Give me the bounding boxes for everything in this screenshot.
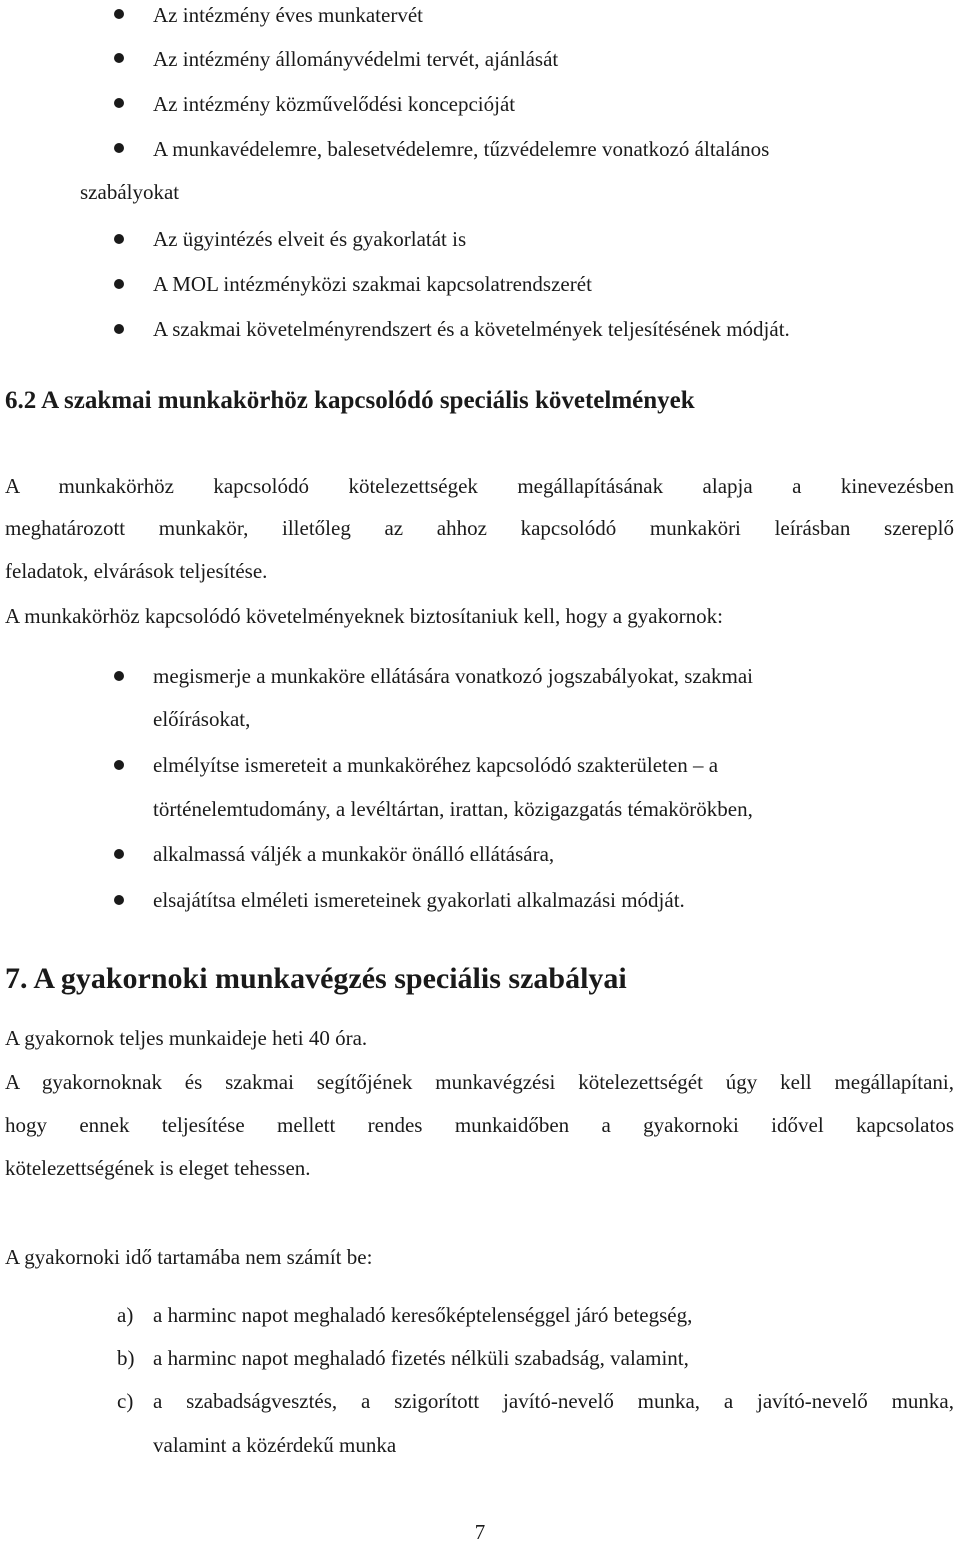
lettered-item: a harminc napot meghaladó fizetés nélküli szabadság, valamint, bbox=[153, 1346, 689, 1370]
list-item: A munkavédelemre, balesetvédelemre, tűzvédelemre vonatkozó általános bbox=[153, 137, 770, 161]
paragraph: A gyakornoki idő tartamába nem számít be: bbox=[5, 1245, 373, 1269]
bullet-dot bbox=[114, 234, 124, 244]
bullet-dot bbox=[114, 143, 124, 153]
lettered-item: a harminc napot meghaladó keresőképtelenséggel járó betegség, bbox=[153, 1303, 693, 1327]
bullet-dot bbox=[114, 324, 124, 334]
paragraph-line: A gyakornoknak és szakmai segítőjének munkavégzési kötelezettségét úgy kell megállapítani, bbox=[5, 1070, 954, 1094]
list-item: Az intézmény éves munkatervét bbox=[153, 3, 423, 27]
list-item-continuation: előírásokat, bbox=[153, 707, 251, 731]
section-heading-6-2: 6.2 A szakmai munkakörhöz kapcsolódó speciális követelmények bbox=[5, 387, 695, 414]
paragraph-line: kötelezettségének is eleget tehessen. bbox=[5, 1156, 311, 1180]
paragraph-line: meghatározott munkakör, illetőleg az ahhoz kapcsolódó munkaköri leírásban szereplő bbox=[5, 516, 954, 540]
list-letter: c) bbox=[117, 1389, 134, 1413]
lettered-item: a szabadságvesztés, a szigorított javító-nevelő munka, a javító-nevelő munka, bbox=[153, 1389, 954, 1413]
list-item: A MOL intézményközi szakmai kapcsolatrendszerét bbox=[153, 272, 592, 296]
list-item: elsajátítsa elméleti ismereteinek gyakorlati alkalmazási módját. bbox=[153, 888, 685, 912]
list-item: megismerje a munkaköre ellátására vonatkozó jogszabályokat, szakmai bbox=[153, 664, 754, 688]
section-heading-7: 7. A gyakornoki munkavégzés speciális szabályai bbox=[5, 962, 627, 995]
paragraph-line: A munkakörhöz kapcsolódó kötelezettségek megállapításának alapja a kinevezésben bbox=[5, 474, 954, 498]
paragraph-line: feladatok, elvárások teljesítése. bbox=[5, 559, 268, 583]
list-letter: a) bbox=[117, 1303, 134, 1327]
list-item: alkalmassá váljék a munkakör önálló ellátására, bbox=[153, 842, 555, 866]
list-item-continuation: történelemtudomány, a levéltártan, irattan, közigazgatás témakörökben, bbox=[153, 797, 753, 821]
bullet-dot bbox=[114, 53, 124, 63]
list-item: elmélyítse ismereteit a munkaköréhez kapcsolódó szakterületen – a bbox=[153, 753, 719, 777]
list-letter: b) bbox=[117, 1346, 135, 1370]
list-item: A szakmai követelményrendszert és a követelmények teljesítésének módját. bbox=[153, 317, 790, 341]
bullet-dot bbox=[114, 98, 124, 108]
paragraph-line: hogy ennek teljesítése mellett rendes munkaidőben a gyakornoki idővel kapcsolatos bbox=[5, 1113, 954, 1137]
list-item-continuation: szabályokat bbox=[80, 180, 180, 204]
list-item: Az ügyintézés elveit és gyakorlatát is bbox=[153, 227, 467, 251]
bullet-dot bbox=[114, 849, 124, 859]
lettered-item-continuation: valamint a közérdekű munka bbox=[153, 1433, 397, 1457]
paragraph: A gyakornok teljes munkaideje heti 40 óra. bbox=[5, 1026, 368, 1050]
bullet-dot bbox=[114, 279, 124, 289]
page-number: 7 bbox=[474, 1520, 486, 1544]
list-item: Az intézmény állományvédelmi tervét, ajánlását bbox=[153, 47, 559, 71]
bullet-dot bbox=[114, 9, 124, 19]
bullet-dot bbox=[114, 895, 124, 905]
bullet-dot bbox=[114, 760, 124, 770]
paragraph: A munkakörhöz kapcsolódó követelményeknek biztosítaniuk kell, hogy a gyakornok: bbox=[5, 604, 723, 628]
bullet-dot bbox=[114, 671, 124, 681]
list-item: Az intézmény közművelődési koncepcióját bbox=[153, 92, 516, 116]
